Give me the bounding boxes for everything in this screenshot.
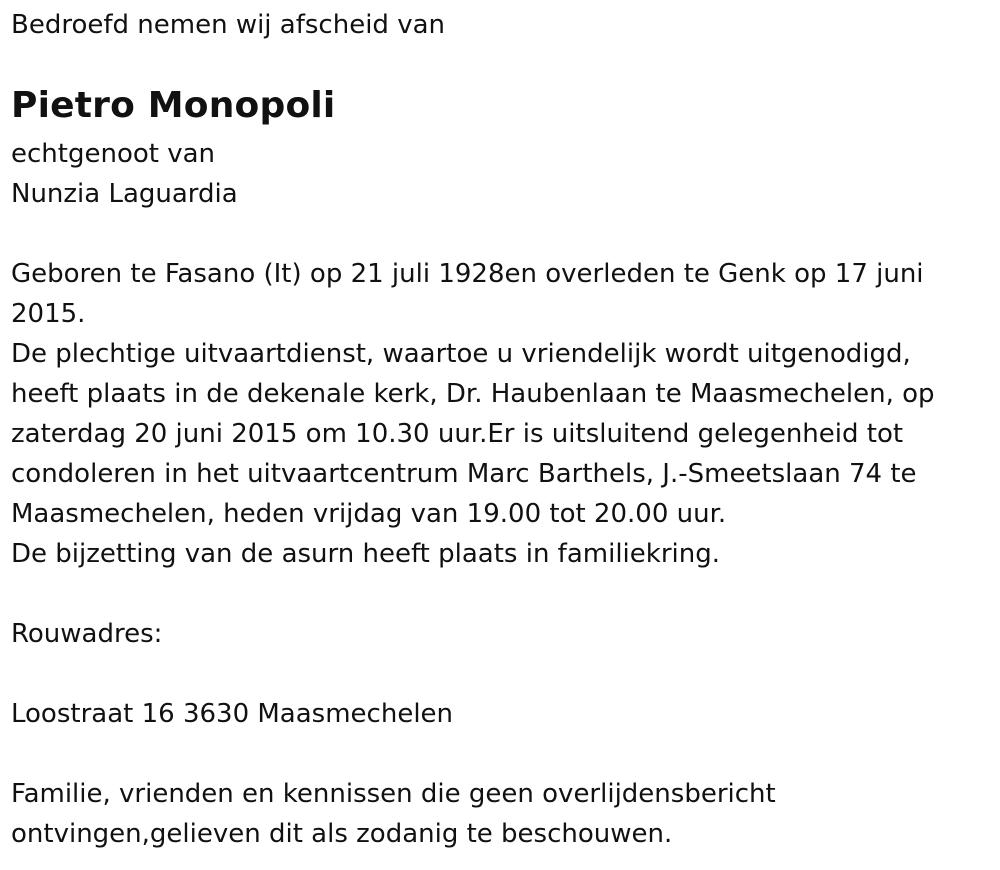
mourning-address: Loostraat 16 3630 Maasmechelen	[11, 699, 454, 729]
spouse-relation: echtgenoot van	[11, 139, 216, 169]
details-line: De plechtige uitvaartdienst, waartoe u vriendelijk wordt uitgenodigd,	[11, 339, 911, 369]
details-block	[11, 254, 935, 574]
details-line: heeft plaats in de dekenale kerk, Dr. Haubenlaan te Maasmechelen, op	[11, 379, 935, 409]
intro-text: Bedroefd nemen wij afscheid van	[11, 10, 445, 40]
details-line: Maasmechelen, heden vrijdag van 19.00 tot 20.00 uur.	[11, 499, 727, 529]
spouse-block	[11, 134, 238, 214]
details-line: De bijzetting van de asurn heeft plaats in familiekring.	[11, 539, 720, 569]
closing-block	[11, 774, 776, 854]
details-line: Geboren te Fasano (It) op 21 juli 1928en overleden te Genk op 17 juni	[11, 259, 924, 289]
details-line: 2015.	[11, 299, 86, 329]
address-label: Rouwadres:	[11, 619, 163, 649]
details-line: zaterdag 20 juni 2015 om 10.30 uur.Er is uitsluitend gelegenheid tot	[11, 419, 904, 449]
deceased-name: Pietro Monopoli	[11, 85, 336, 126]
closing-line: ontvingen,gelieven dit als zodanig te beschouwen.	[11, 819, 673, 849]
closing-line: Familie, vrienden en kennissen die geen overlijdensbericht	[11, 779, 776, 809]
spouse-name: Nunzia Laguardia	[11, 179, 238, 209]
details-line: condoleren in het uitvaartcentrum Marc Barthels, J.-Smeetslaan 74 te	[11, 459, 917, 489]
